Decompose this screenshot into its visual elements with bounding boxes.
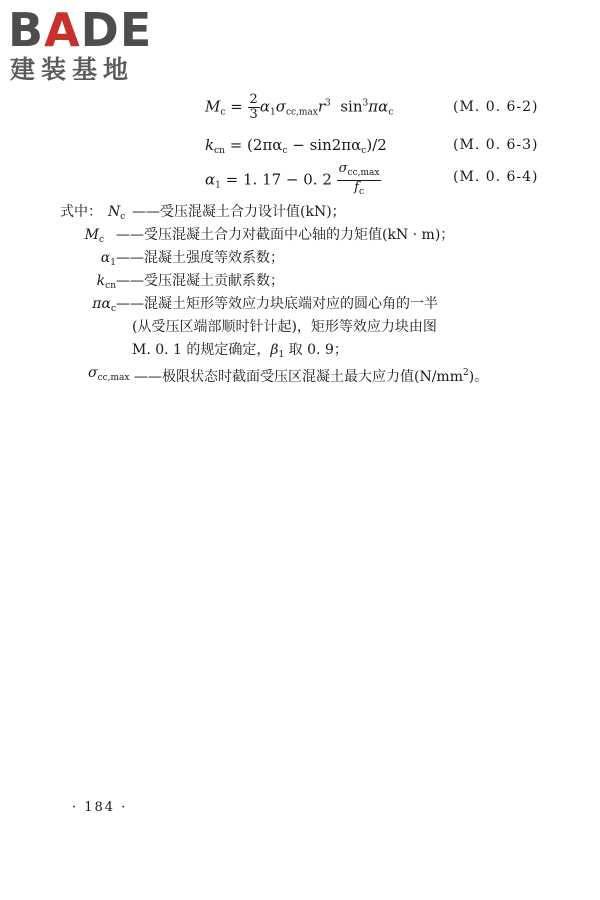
logo-wordmark: BADE xyxy=(8,3,153,57)
equation-m062: $M_c$ = $\frac{2}{3}$ $\alpha_1\sigma_{cc,max}r^3$ $\sin^3\pi\alpha_c$ xyxy=(205,92,394,122)
logo xyxy=(8,3,178,86)
fraction: $\frac{\sigma_{cc,max}}{f_c}$ xyxy=(338,161,380,197)
definitions-intro: 式中： xyxy=(60,204,102,220)
equation-m064: $\alpha_1 = 1$. 17 − 0. 2 $\frac{\sigma_{cc,max}}{f_c}$ xyxy=(205,161,380,197)
equation-number: (M. 0. 6-2) xyxy=(453,99,539,115)
logo-subtitle: 建装基地 xyxy=(10,55,135,84)
fraction: $\frac{2}{3}$ xyxy=(249,92,258,122)
equation-number: (M. 0. 6-3) xyxy=(453,137,539,153)
page-number: · 184 · xyxy=(72,800,128,815)
equation-m063: $k_{cn} = (2\pi\alpha_c - \sin 2\pi\alpha_c)/2$ xyxy=(205,136,387,156)
equation-number: (M. 0. 6-4) xyxy=(453,169,539,185)
